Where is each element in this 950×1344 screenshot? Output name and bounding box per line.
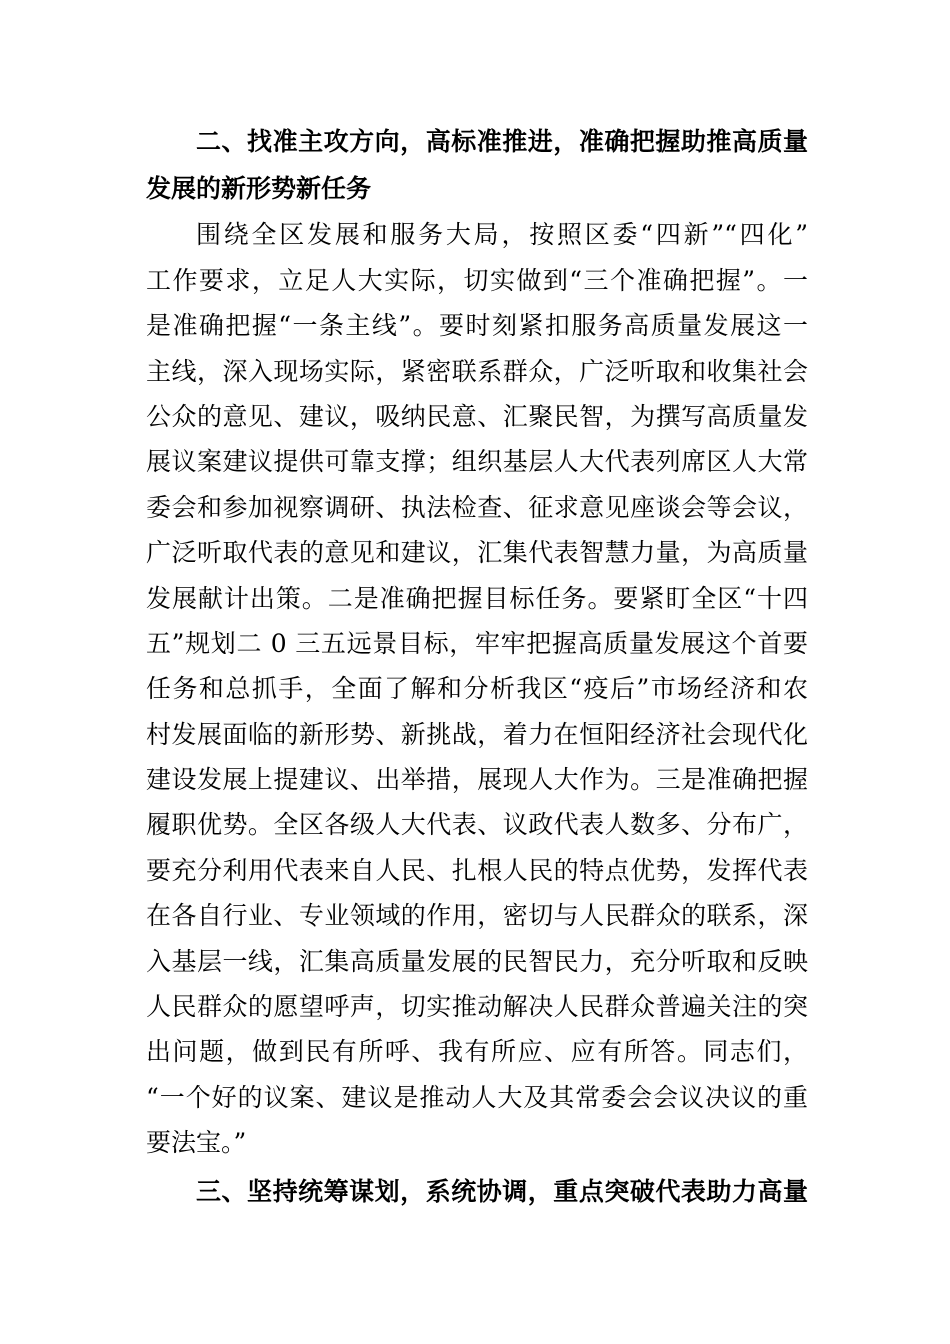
paragraph-line: 建设发展上提建议、出举措，展现人大作为。三是准确把握	[146, 765, 808, 795]
paragraph-line: 发展献计出策。二是准确把握目标任务。要紧盯全区“十四	[146, 583, 808, 613]
section-heading-2	[146, 118, 808, 211]
paragraph-line: 是准确把握“一条主线”。要时刻紧扣服务高质量发展这一	[146, 311, 808, 341]
paragraph-line: 要充分利用代表来自人民、扎根人民的特点优势，发挥代表	[146, 855, 808, 885]
heading-line: 发展的新形势新任务	[146, 174, 372, 203]
paragraph-line: 村发展面临的新形势、新挑战，着力在恒阳经济社会现代化	[146, 719, 808, 749]
paragraph-line: 要法宝。”	[146, 1128, 247, 1158]
body-paragraph	[146, 212, 808, 1165]
paragraph-line: 围绕全区发展和服务大局，按照区委“四新”“四化”	[196, 220, 808, 250]
paragraph-line: 工作要求，立足人大实际，切实做到“三个准确把握”。一	[146, 265, 808, 295]
heading-line: 二、找准主攻方向，高标准推进，准确把握助推高质量	[196, 127, 808, 156]
paragraph-line: 公众的意见、建议，吸纳民意、汇聚民智，为撰写高质量发	[146, 401, 808, 431]
paragraph-line: 委会和参加视察调研、执法检查、征求意见座谈会等会议，	[146, 492, 808, 522]
paragraph-line: “一个好的议案、建议是推动人大及其常委会会议决议的重	[146, 1082, 808, 1112]
paragraph-line: 出问题，做到民有所呼、我有所应、应有所答。同志们，	[146, 1037, 808, 1067]
paragraph-line: 履职优势。全区各级人大代表、议政代表人数多、分布广，	[146, 810, 808, 840]
paragraph-line: 五”规划二 0 三五远景目标，牢牢把握高质量发展这个首要	[146, 628, 808, 658]
heading-line: 三、坚持统筹谋划，系统协调，重点突破代表助力高量	[196, 1176, 808, 1206]
paragraph-line: 在各自行业、专业领域的作用，密切与人民群众的联系，深	[146, 901, 808, 931]
paragraph-line: 展议案建议提供可靠支撑；组织基层人大代表列席区人大常	[146, 447, 808, 477]
section-heading-3	[146, 1169, 808, 1214]
document-body	[146, 118, 808, 1214]
paragraph-line: 人民群众的愿望呼声，切实推动解决人民群众普遍关注的突	[146, 992, 808, 1022]
paragraph-line: 主线，深入现场实际，紧密联系群众，广泛听取和收集社会	[146, 356, 808, 386]
paragraph-line: 入基层一线，汇集高质量发展的民智民力，充分听取和反映	[146, 946, 808, 976]
paragraph-line: 任务和总抓手，全面了解和分析我区“疫后”市场经济和农	[146, 674, 808, 704]
paragraph-line: 广泛听取代表的意见和建议，汇集代表智慧力量，为高质量	[146, 538, 808, 568]
